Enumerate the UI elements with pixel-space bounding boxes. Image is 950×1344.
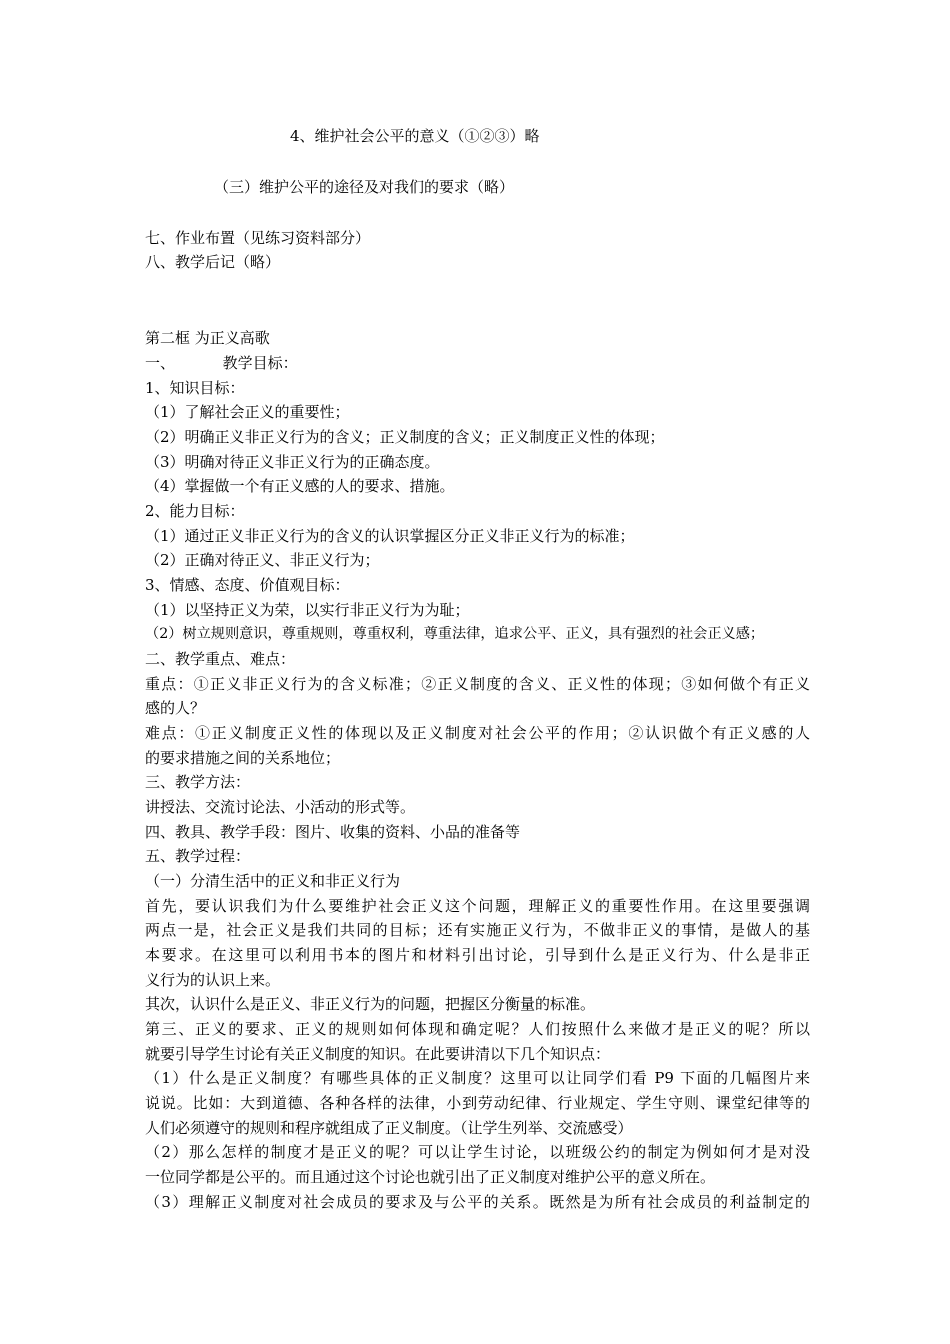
- paragraph-line: 本要求。在这里可以利用书本的图片和材料引出讨论，引导到什么是正义行为、什么是非正: [145, 946, 810, 964]
- paragraph-line: （2）那么怎样的制度才是正义的呢？可以让学生讨论，以班级公约的制定为例如何才是对没: [145, 1143, 810, 1161]
- ability-item: （1）通过正义非正义行为的含义的认识掌握区分正义非正义行为的标准；: [145, 527, 635, 545]
- paragraph-line: 首先，要认识我们为什么要维护社会正义这个问题，理解正义的重要性作用。在这里要强调: [145, 897, 810, 915]
- paragraph-line: （1）什么是正义制度？有哪些具体的正义制度？这里可以让同学们看 P9 下面的几幅图片来: [145, 1069, 810, 1087]
- keypoints-text-cont: 感的人？: [145, 699, 206, 717]
- process-heading: 五、教学过程：: [145, 847, 251, 865]
- process-subheading: （一）分清生活中的正义和非正义行为: [145, 872, 401, 890]
- emotion-item: （2）树立规则意识，尊重规则，尊重权利，尊重法律，追求公平、正义，具有强烈的社会正义感；: [145, 626, 765, 642]
- paragraph-line: 两点一是，社会正义是我们共同的目标；还有实施正义行为，不做非正义的事情，是做人的基: [145, 921, 810, 939]
- knowledge-item: （1）了解社会正义的重要性；: [145, 403, 350, 421]
- knowledge-heading: 1、知识目标：: [145, 379, 245, 397]
- difficulty-text: 难点：①正义制度正义性的体现以及正义制度对社会公平的作用；②认识做个有正义感的人: [145, 724, 810, 742]
- paragraph-line: 一位同学都是公平的。而且通过这个讨论也就引出了正义制度对维护公平的意义所在。: [145, 1168, 716, 1186]
- knowledge-item: （3）明确对待正义非正义行为的正确态度。: [145, 453, 440, 471]
- paragraph-line: 义行为的认识上来。: [145, 971, 281, 989]
- item-4-text: 4、维护社会公平的意义（①②③）略: [290, 127, 540, 145]
- paragraph-line: （3）理解正义制度对社会成员的要求及与公平的关系。既然是为所有社会成员的利益制定的: [145, 1193, 810, 1211]
- keypoints-text: 重点：①正义非正义行为的含义标准；②正义制度的含义、正义性的体现；③如何做个有正义: [145, 675, 810, 693]
- emotion-item: （1）以坚持正义为荣，以实行非正义行为为耻；: [145, 601, 470, 619]
- paragraph-line: 人们必须遵守的规则和程序就组成了正义制度。（让学生列举、交流感受）: [145, 1119, 633, 1137]
- objectives-heading: 一、 教学目标：: [145, 354, 298, 372]
- paragraph-line: 就要引导学生讨论有关正义制度的知识。在此要讲清以下几个知识点：: [145, 1045, 611, 1063]
- section-3-heading: （三）维护公平的途径及对我们的要求（略）: [214, 178, 515, 196]
- postscript-heading: 八、教学后记（略）: [145, 253, 281, 271]
- tools-heading: 四、教具、教学手段：图片、收集的资料、小品的准备等: [145, 823, 521, 841]
- lesson-title: 第二框 为正义高歌: [145, 329, 270, 347]
- paragraph-line: 说说。比如：大到道德、各种各样的法律，小到劳动纪律、行业规定、学生守则、课堂纪律等的: [145, 1094, 810, 1112]
- difficulty-text-cont: 的要求措施之间的关系地位；: [145, 749, 341, 767]
- keypoints-heading: 二、教学重点、难点：: [145, 650, 296, 668]
- knowledge-item: （2）明确正义非正义行为的含义；正义制度的含义；正义制度正义性的体现；: [145, 428, 665, 446]
- ability-item: （2）正确对待正义、非正义行为；: [145, 551, 380, 569]
- emotion-heading: 3、情感、态度、价值观目标：: [145, 576, 350, 594]
- paragraph-line: 第三、正义的要求、正义的规则如何体现和确定呢？人们按照什么来做才是正义的呢？所以: [145, 1020, 810, 1038]
- paragraph-line: 其次，认识什么是正义、非正义行为的问题，把握区分衡量的标准。: [145, 995, 596, 1013]
- methods-heading: 三、教学方法：: [145, 773, 251, 791]
- methods-text: 讲授法、交流讨论法、小活动的形式等。: [145, 798, 416, 816]
- ability-heading: 2、能力目标：: [145, 502, 245, 520]
- knowledge-item: （4）掌握做一个有正义感的人的要求、措施。: [145, 477, 455, 495]
- homework-heading: 七、作业布置（见练习资料部分）: [145, 229, 371, 247]
